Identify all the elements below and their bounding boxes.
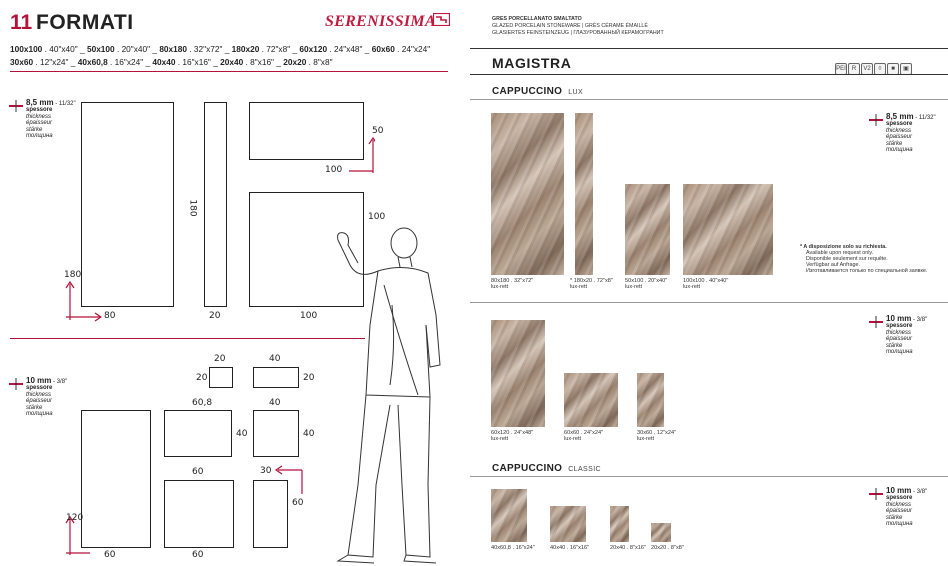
- format-separator: _: [68, 57, 78, 67]
- tile-photo-50x100: [625, 184, 670, 275]
- pei-icon: PEI: [835, 63, 847, 75]
- dim-height-180: 180: [64, 270, 82, 280]
- section-rule: [470, 302, 948, 303]
- format-separator: _: [290, 44, 300, 54]
- format-inch: . 16"x24": [107, 57, 144, 67]
- section-classic-title: CAPPUCCINO CLASSIC: [492, 463, 601, 474]
- format-separator: _: [77, 44, 87, 54]
- dim-height-180-strip: 180: [187, 199, 198, 217]
- section-rule: [10, 338, 365, 339]
- format-cm: 20x40: [220, 57, 244, 67]
- tile-photo-180x20: [575, 113, 593, 275]
- tile-caption: 20x40 . 8"x16": [610, 545, 647, 551]
- format-cm: 40x40: [152, 57, 176, 67]
- thickness-85-left: 8,5 mm - 11/32" spessore thickness épaisseur stärke толщина: [26, 98, 76, 140]
- dim-40-side: 40: [236, 429, 248, 439]
- format-separator: _: [222, 44, 232, 54]
- format-cm: 60x60: [371, 44, 395, 54]
- tile-photo-40x608: [491, 489, 527, 542]
- format-cm: 30x60: [10, 57, 34, 67]
- tile-caption: 30x60 . 12"x24" lux-rett: [637, 430, 677, 443]
- tile-caption: 60x120 . 24"x48" lux-rett: [491, 430, 534, 443]
- format-separator: _: [150, 44, 160, 54]
- collection-name: MAGISTRA: [492, 55, 572, 71]
- section-rule: [470, 99, 948, 100]
- thickness-icon: [869, 316, 883, 328]
- format-40x608-outline: [164, 410, 232, 457]
- material-subtitle-2: GLASIERTES FEINSTEINZEUG | ГЛАЗУРОВАННЫЙ КЕРАМОГРАНИТ: [492, 30, 664, 36]
- dim-60-sq-bottom: 60: [192, 550, 204, 560]
- tile-photo-40x40: [550, 506, 586, 542]
- header-rule: [470, 48, 948, 49]
- format-cm: 40x60,8: [77, 57, 108, 67]
- thickness-10-left: 10 mm - 3/8" spessore thickness épaisseur stärke толщина: [26, 376, 68, 418]
- frost-icon: ◊: [874, 63, 886, 75]
- format-inch: . 32"x72": [187, 44, 223, 54]
- man-sketch-illustration: [318, 225, 448, 565]
- format-inch: . 40"x40": [42, 44, 78, 54]
- dim-height-50: 50: [372, 126, 384, 136]
- format-inch: . 8"x8": [306, 57, 333, 67]
- material-title: GRES PORCELLANATO SMALTATO: [492, 16, 582, 22]
- dim-20-side: 20: [196, 373, 208, 383]
- dim-40-top: 40: [269, 354, 281, 364]
- tile-caption: * 180x20 . 72"x8" lux-rett: [570, 278, 613, 291]
- wall-icon: ■: [887, 63, 899, 75]
- format-20x40-outline: [253, 367, 299, 388]
- dim-608: 60,8: [192, 398, 213, 408]
- dim-width-20: 20: [209, 311, 221, 321]
- collection-rule: [470, 74, 948, 75]
- tile-caption: 40x60,8 . 16"x24": [491, 545, 535, 551]
- section-rule: [470, 476, 948, 477]
- dim-20-right: 20: [303, 373, 315, 383]
- format-inch: . 8"x16": [243, 57, 275, 67]
- dim-width-100-square: 100: [300, 311, 318, 321]
- format-separator: _: [210, 57, 221, 67]
- tile-photo-80x180: [491, 113, 564, 275]
- material-subtitle-1: GLAZED PORCELAIN STONEWARE | GRÈS CÉRAME ÉMAILLÉ: [492, 23, 648, 29]
- format-80x180-outline: [81, 102, 174, 307]
- page-title: FORMATI: [36, 11, 134, 34]
- axis-arrow-icon: [345, 135, 375, 177]
- thickness-icon: [869, 488, 883, 500]
- slip-icon: R: [848, 63, 860, 75]
- dim-40-top-sq: 40: [269, 398, 281, 408]
- format-cm: 80x180: [159, 44, 187, 54]
- format-cm: 20x20: [283, 57, 307, 67]
- shade-icon: V2: [861, 63, 873, 75]
- tile-caption: 40x40 . 16"x16": [550, 545, 590, 551]
- dim-width-100: 100: [325, 165, 343, 175]
- format-inch: . 72"x8": [259, 44, 291, 54]
- thickness-icon: [869, 114, 883, 126]
- format-inch: . 12"x24": [33, 57, 69, 67]
- section-lux-title: CAPPUCCINO LUX: [492, 86, 584, 97]
- tile-caption: 20x20 . 8"x8": [651, 545, 684, 551]
- availability-note: * A disposizione solo su richiesta. Available upon request only. Disponible seulement sur requête. Verfügbar auf Anfrage. Изготавливается только по специальной заявке.: [800, 244, 928, 274]
- thickness-10-classic: 10 mm - 3/8" spessore thickness épaisseur stärke толщина: [886, 486, 928, 528]
- tile-photo-60x120: [491, 320, 545, 427]
- tile-photo-20x20: [651, 523, 671, 542]
- thickness-icon: [9, 100, 23, 112]
- format-separator: _: [362, 44, 372, 54]
- tile-photo-20x40: [610, 506, 629, 542]
- title-rule: [10, 71, 448, 72]
- axis-arrow-icon: [62, 280, 102, 325]
- tile-photo-30x60: [637, 373, 664, 427]
- formats-line-2: [10, 57, 333, 67]
- dim-60-bottom: 60: [104, 550, 116, 560]
- tile-caption: 100x100 . 40"x40" lux-rett: [683, 278, 729, 291]
- floor-icon: ▣: [900, 63, 912, 75]
- format-20x20-outline: [209, 367, 233, 388]
- dim-60-side: 60: [292, 498, 304, 508]
- tile-caption: 80x180 . 32"x72" lux-rett: [491, 278, 534, 291]
- formats-line-1: [10, 44, 430, 54]
- format-inch: . 24"x24": [394, 44, 431, 54]
- spec-icons: [835, 57, 913, 75]
- axis-arrow-icon: [272, 462, 312, 497]
- tile-photo-100x100: [683, 184, 773, 275]
- dim-30: 30: [260, 466, 272, 476]
- page-number: 11: [10, 11, 33, 34]
- format-180x20-outline: [204, 102, 227, 307]
- format-cm: 180x20: [231, 44, 260, 54]
- format-separator: _: [274, 57, 284, 67]
- brand-mark-icon: [433, 13, 450, 26]
- format-separator: _: [143, 57, 153, 67]
- format-60x60-outline: [164, 480, 234, 548]
- thickness-85-right: 8,5 mm - 11/32" spessore thickness épaisseur stärke толщина: [886, 112, 936, 154]
- dim-60-top: 60: [192, 467, 204, 477]
- format-inch: . 16"x16": [175, 57, 211, 67]
- format-cm: 50x100: [86, 44, 115, 54]
- tile-caption: 50x100 . 20"x40" lux-rett: [625, 278, 668, 291]
- format-cm: 60x120: [299, 44, 328, 54]
- dim-20-top: 20: [214, 354, 226, 364]
- format-inch: . 20"x40": [114, 44, 151, 54]
- tile-photo-60x60: [564, 373, 618, 427]
- dim-40-right: 40: [303, 429, 315, 439]
- format-40x40-outline: [253, 410, 299, 457]
- format-inch: . 24"x48": [327, 44, 363, 54]
- thickness-10-right: 10 mm - 3/8" spessore thickness épaisseur stärke толщина: [886, 314, 928, 356]
- dim-width-80: 80: [104, 311, 116, 321]
- dim-120: 120: [66, 513, 84, 523]
- brand-logo-text: SERENISSIMA: [325, 13, 436, 30]
- format-cm: 100x100: [10, 44, 43, 54]
- tile-caption: 60x60 . 24"x24" lux-rett: [564, 430, 604, 443]
- thickness-icon: [9, 378, 23, 390]
- dim-height-100: 100: [368, 212, 386, 222]
